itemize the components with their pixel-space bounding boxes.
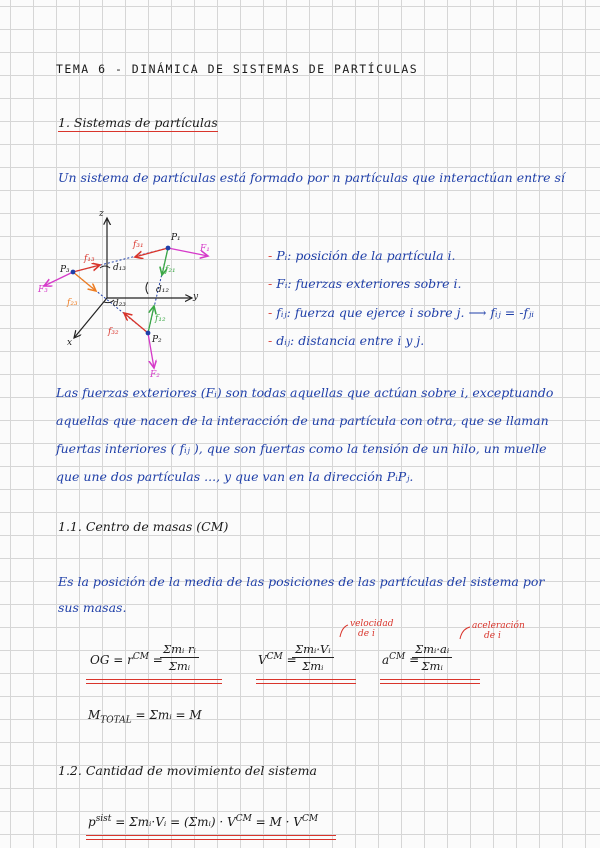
section-1-1-text: sus masas. — [58, 600, 127, 615]
eq-cm-velocity-fraction: Σmᵢ·Vᵢ Σmᵢ — [292, 642, 334, 673]
eq-total-mass: $M_{TOTAL}$ = Σmᵢ = M — [88, 708, 202, 726]
section-1-intro: Un sistema de partículas está formado por n partículas que interactúan entre sí — [58, 170, 565, 185]
F1-label: F₁ — [200, 244, 210, 254]
legend-item: - dᵢⱼ: distancia entre i y j. — [268, 333, 425, 348]
section-1-heading: 1. Sistemas de partículas — [58, 115, 218, 130]
eq-cm-velocity-left: $V^{CM}$ = — [258, 652, 297, 667]
axis-z-label: z — [99, 209, 104, 219]
p2-label: P₂ — [152, 335, 162, 345]
underline-momentum — [86, 835, 336, 836]
page-title: TEMA 6 - DINÁMICA DE SISTEMAS DE PARTÍCULAS — [56, 62, 419, 76]
section-1-1-heading: 1.1. Centro de masas (CM) — [58, 519, 229, 534]
note-acceleration: aceleración — [472, 621, 525, 631]
section-1-1-text: Es la posición de la media de las posiciones de las partículas del sistema por — [58, 574, 545, 589]
note-velocity-2: de i — [358, 629, 375, 639]
legend-item: - fᵢⱼ: fuerza que ejerce i sobre j. ⟶ fᵢⱼ = -fⱼᵢ — [268, 305, 534, 320]
f32-label: f₃₂ — [108, 327, 119, 337]
p3-label: P₃ — [60, 265, 70, 275]
paragraph-line: aquellas que nacen de la interacción de una partícula con otra, que se llaman — [56, 413, 549, 428]
eq-cm-acceleration-left: $a^{CM}$ = — [382, 652, 420, 667]
F2-label: F₂ — [150, 370, 160, 380]
underline-momentum — [86, 839, 336, 840]
section-1-2-heading: 1.2. Cantidad de movimiento del sistema — [58, 763, 317, 778]
axis-y-label: y — [193, 292, 199, 302]
paragraph-line: fuertas interiores ( fᵢⱼ ), que son fuertas como la tensión de un hilo, un muelle — [56, 441, 547, 456]
f23-label: f₂₃ — [67, 298, 78, 308]
d23-label: d₂₃ — [113, 299, 126, 309]
d13-label: d₁₃ — [113, 263, 126, 273]
eq-cm-acceleration-fraction: Σmᵢ·aᵢ Σmᵢ — [412, 642, 452, 673]
paragraph-line: Las fuerzas exteriores (Fᵢ) son todas aquellas que actúan sobre i, exceptuando — [56, 385, 554, 400]
eq-cm-position-fraction: Σmᵢ rᵢ Σmᵢ — [160, 642, 199, 673]
f21-label: f₂₁ — [165, 265, 176, 275]
legend-item: - Fᵢ: fuerzas exteriores sobre i. — [268, 276, 462, 291]
f12-label: f₁₂ — [155, 314, 166, 324]
note-velocity: velocidad — [350, 619, 394, 629]
d12-label: d₁₂ — [156, 285, 169, 295]
note-acceleration-2: de i — [484, 631, 501, 641]
axis-x-label: x — [67, 338, 73, 348]
eq-cm-position-left: OG = $r^{CM}$ = — [90, 652, 163, 667]
paragraph-line: que une dos partículas ..., y que van en la dirección PᵢPⱼ. — [56, 469, 414, 484]
p1-label: P₁ — [171, 233, 181, 243]
eq-momentum: $p^{sist}$ = Σmᵢ·Vᵢ = (Σmᵢ) · $V^{CM} = M \cdot V^{CM}$ — [88, 814, 319, 829]
f13-label: f₁₃ — [84, 254, 95, 264]
F3-label: F₃ — [38, 285, 48, 295]
legend-item: - Pᵢ: posición de la partícula i. — [268, 248, 456, 263]
f31-label: f₃₁ — [133, 240, 144, 250]
